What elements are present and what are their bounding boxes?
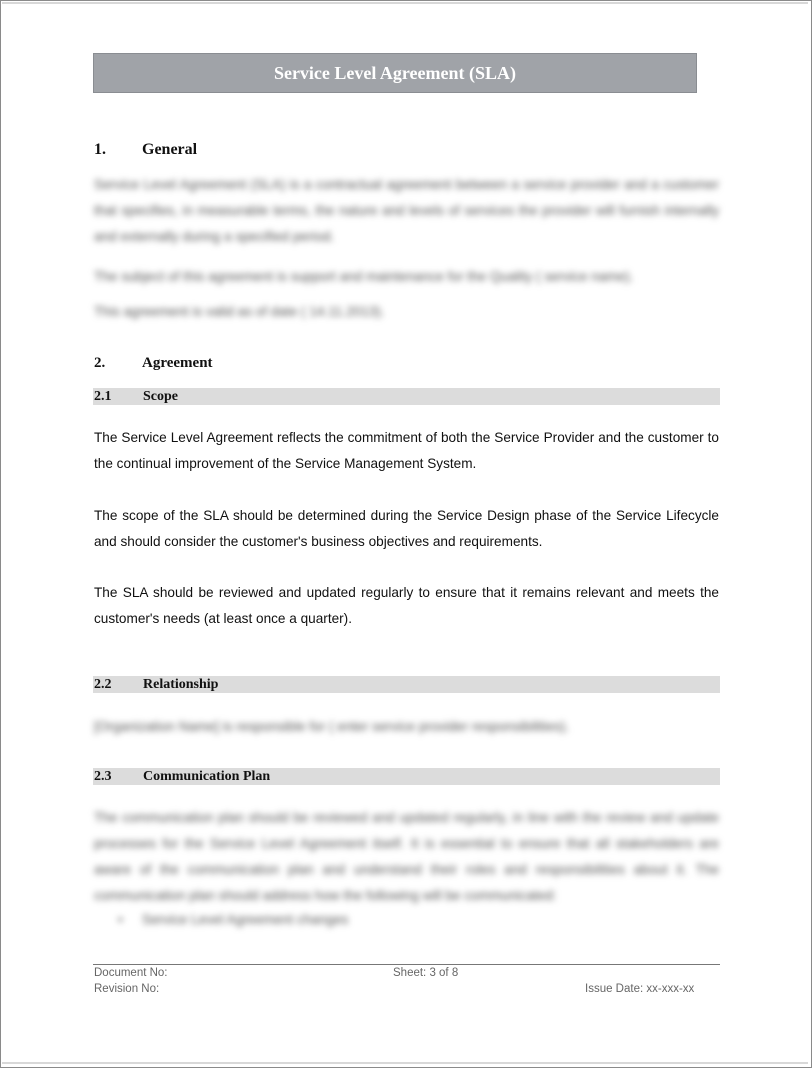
list-item-text: Service Level Agreement changes — [142, 912, 349, 927]
subsection-heading-scope — [93, 388, 720, 405]
subsection-title: Communication Plan — [143, 768, 271, 784]
section-number: 2. — [94, 355, 106, 371]
section-number: 1. — [94, 141, 106, 158]
section-title: General — [142, 141, 198, 158]
subsection-heading-communication-plan — [93, 768, 720, 785]
general-paragraph-3: This agreement is valid as of date ( 14.11.2013). — [94, 304, 385, 319]
subsection-heading-relationship — [93, 676, 720, 693]
subsection-title: Relationship — [143, 676, 219, 692]
communication-paragraph: The communication plan should be reviewed and updated regularly, in line with the review and update processes for the Service Level Agreement itself. It is essential to ensure that all stakeholders are aware of the communication plan and understand their roles and responsibilities about it. The communication plan should address how the following will be communicated: — [94, 810, 719, 903]
scope-paragraph-1: The Service Level Agreement reflects the commitment of both the Service Provider and the customer to the continual improvement of the Service Management System. — [94, 430, 719, 471]
subsection-number: 2.2 — [94, 676, 112, 692]
subsection-number: 2.3 — [94, 768, 112, 784]
footer-issue-date: Issue Date: xx-xxx-xx — [585, 983, 695, 995]
section-heading-general — [94, 141, 197, 159]
bullet-icon: • — [118, 912, 123, 927]
document-title — [93, 53, 697, 93]
general-paragraph-1: Service Level Agreement (SLA) is a contractual agreement between a service provider and a customer that specifies, in measurable terms, the nature and levels of services the provider will furnish internally and externally during a specified period. — [94, 177, 719, 244]
section-heading-agreement — [94, 355, 213, 372]
footer-divider — [93, 964, 720, 965]
footer-document-no: Document No: — [94, 967, 168, 979]
relationship-paragraph: [Organization Name] is responsible for ( enter service provider responsibilities). — [94, 719, 570, 734]
scope-paragraph-3: The SLA should be reviewed and updated regularly to ensure that it remains relevant and meets the customer's needs (at least once a quarter). — [94, 585, 719, 626]
scope-paragraph-2: The scope of the SLA should be determined during the Service Design phase of the Service Lifecycle and should consider the customer's business objectives and requirements. — [94, 508, 719, 549]
footer-sheet-number: Sheet: 3 of 8 — [393, 967, 459, 979]
footer-revision-no: Revision No: — [94, 983, 160, 995]
list-item — [118, 912, 348, 927]
section-title: Agreement — [142, 355, 213, 371]
subsection-number: 2.1 — [94, 388, 112, 404]
general-paragraph-2: The subject of this agreement is support and maintenance for the Quality ( service name). — [94, 269, 634, 284]
subsection-title: Scope — [143, 388, 178, 404]
document-title-text: Service Level Agreement (SLA) — [273, 62, 517, 83]
